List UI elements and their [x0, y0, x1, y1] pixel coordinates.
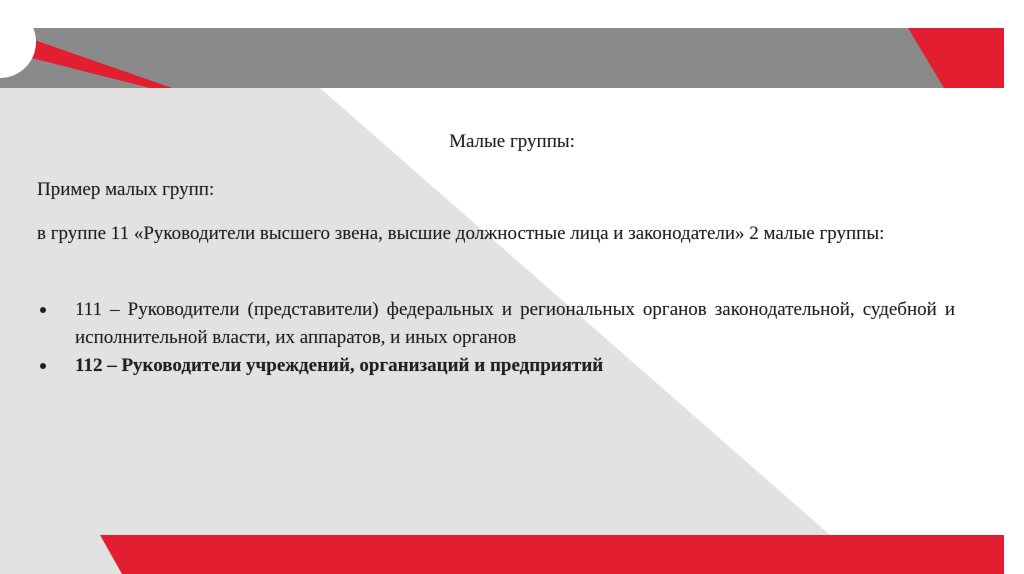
intro-text: Пример малых групп:: [37, 179, 215, 200]
list-item-text: 112 – Руководители учреждений, организаций и предприятий: [75, 355, 604, 376]
list-item: [37, 296, 955, 352]
list-item: [37, 352, 955, 380]
list-item-text: 111 – Руководители (представители) федеральных и региональных органов законодательной, судебной и исполнительной власти, их аппаратов, и иных органов: [75, 299, 955, 348]
small-groups-list: [37, 296, 955, 380]
slide-title: Малые группы:: [449, 131, 575, 152]
group-description: в группе 11 «Руководители высшего звена, высшие должностные лица и законодатели» 2 малые группы:: [37, 223, 885, 244]
